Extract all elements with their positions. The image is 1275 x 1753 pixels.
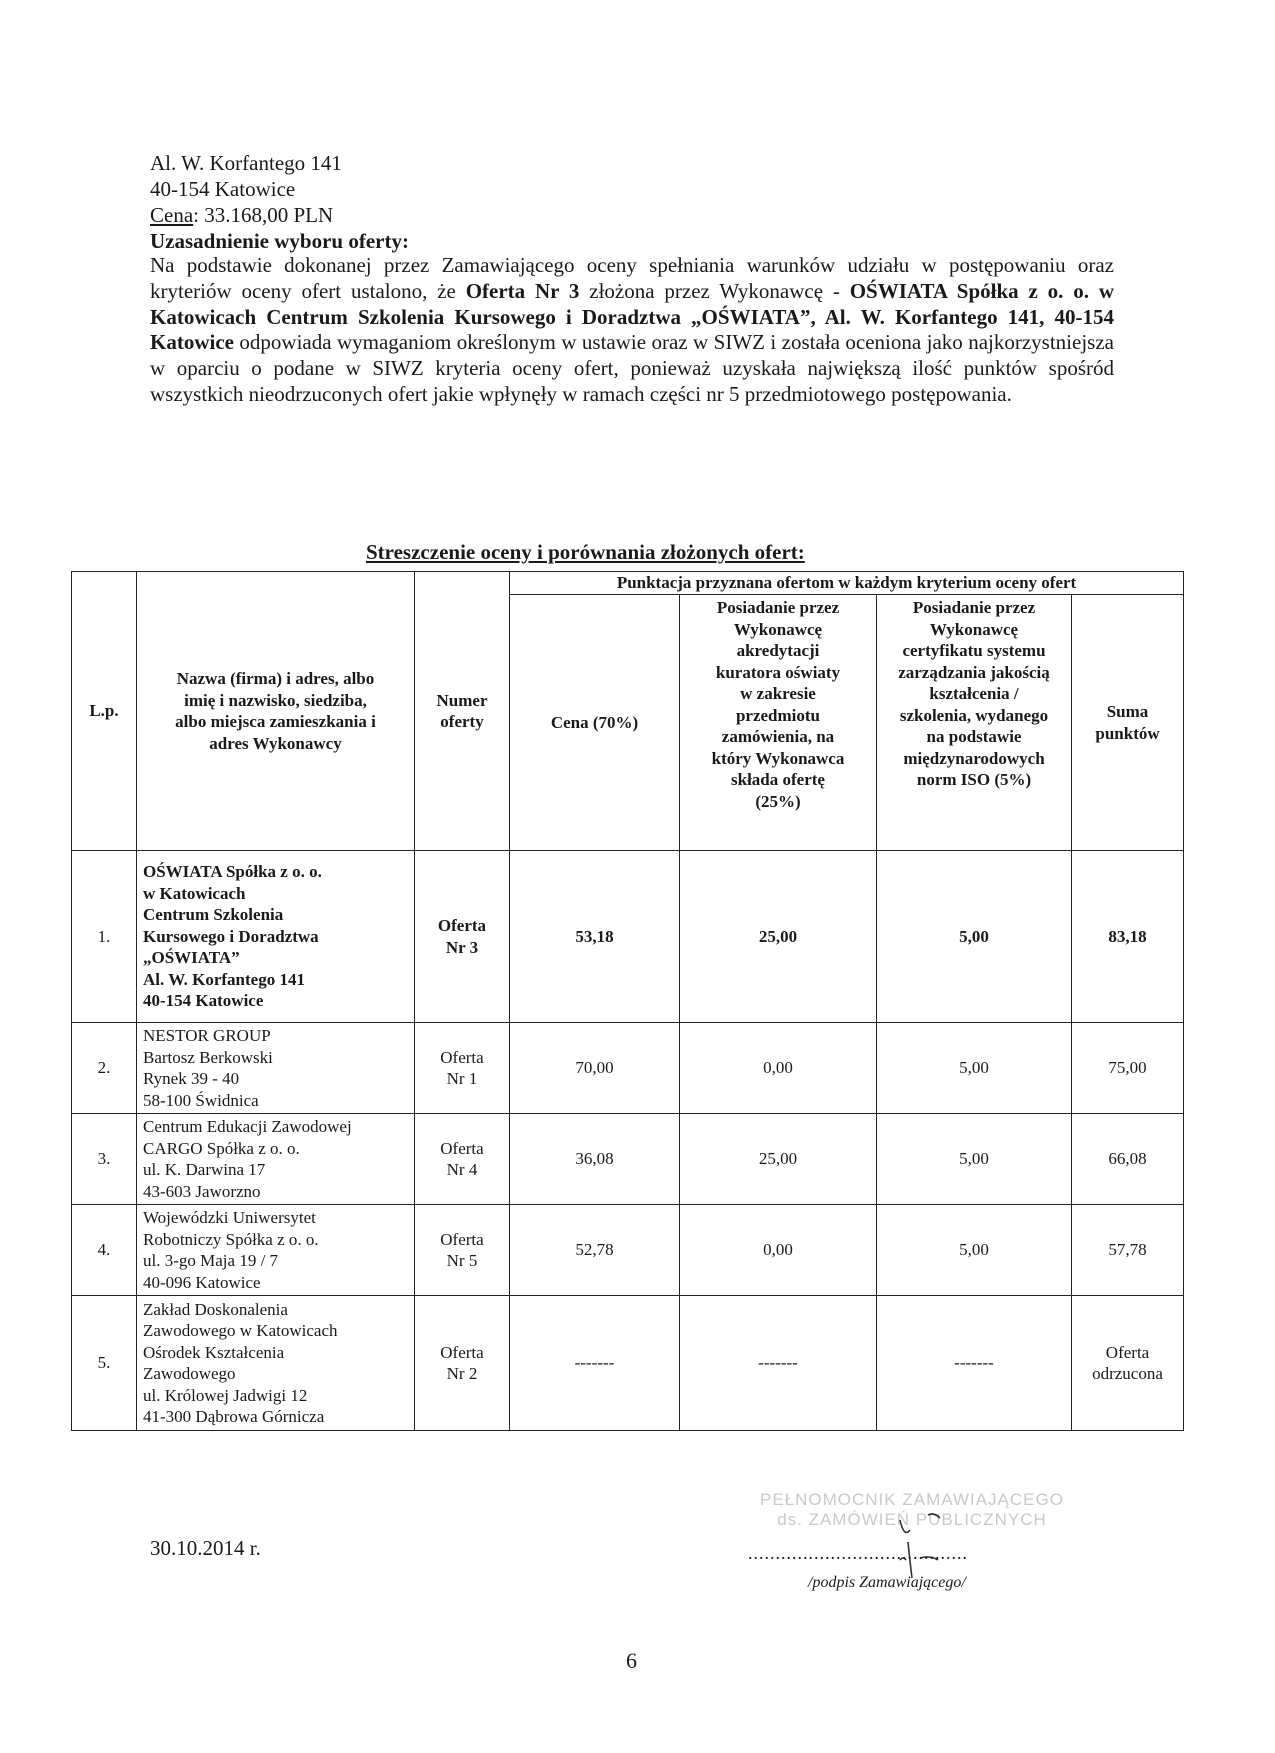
document-date: 30.10.2014 r.	[150, 1536, 261, 1560]
name-line: Al. W. Korfantego 141	[143, 969, 305, 989]
row-price: 70,00	[510, 1023, 680, 1114]
name-line: „OŚWIATA”	[143, 948, 240, 968]
row-iso: 5,00	[877, 1023, 1072, 1114]
address-city: 40-154 Katowice	[150, 177, 296, 201]
name-line: Ośrodek Kształcenia	[143, 1342, 285, 1362]
header-lp: L.p.	[72, 572, 137, 851]
justification-text-3: odpowiada wymaganiom określonym w ustawie oraz w SIWZ i została oceniona jako najkorzystniejsza w oparciu o podane w SIWZ kryteria oceny ofert, ponieważ uzyskała największą ilość punktów spośród wszystkich nieodrzuconych ofert jakie wpłynęły w ramach części nr 5 przedmiotowego postępowania.	[150, 330, 1114, 406]
row-name	[137, 1205, 415, 1296]
row-price: -------	[510, 1296, 680, 1431]
name-line: 43-603 Jaworzno	[143, 1181, 261, 1201]
name-line: OŚWIATA Spółka z o. o.	[143, 862, 322, 882]
name-line: ul. K. Darwina 17	[143, 1160, 266, 1179]
row-iso: 5,00	[877, 851, 1072, 1023]
name-line: Wojewódzki Uniwersytet	[143, 1208, 316, 1227]
row-offer: Oferta Nr 5	[415, 1205, 510, 1296]
name-line: ul. Królowej Jadwigi 12	[143, 1385, 308, 1405]
name-line: CARGO Spółka z o. o.	[143, 1138, 300, 1158]
price-label: Cena	[150, 203, 194, 227]
table-row	[72, 1205, 1184, 1296]
row-accreditation: -------	[680, 1296, 877, 1431]
row-offer: Oferta Nr 2	[415, 1296, 510, 1431]
row-price: 36,08	[510, 1114, 680, 1205]
name-line: 58-100 Świdnica	[143, 1090, 259, 1110]
name-line: Zawodowego w Katowicach	[143, 1321, 338, 1340]
justification-heading: Uzasadnienie wyboru oferty:	[150, 229, 409, 253]
price-value: : 33.168,00 PLN	[193, 203, 334, 227]
signature-line: ........................................	[748, 1543, 968, 1563]
row-lp: 4.	[72, 1205, 137, 1296]
stamp-line: ds. ZAMÓWIEŃ PUBLICZNYCH	[777, 1510, 1047, 1529]
justification-text-1: Na podstawie dokonanej przez Zamawiającego oceny spełniania warunków udziału w postępowaniu oraz kryteriów oceny ofert ustalono, że	[150, 253, 1114, 303]
row-price: 52,78	[510, 1205, 680, 1296]
name-line: NESTOR GROUP	[143, 1026, 271, 1045]
name-line: ul. 3-go Maja 19 / 7	[143, 1251, 279, 1270]
header-offer: Numer oferty	[415, 572, 510, 851]
row-iso: -------	[877, 1296, 1072, 1431]
row-sum: 57,78	[1072, 1205, 1184, 1296]
row-lp: 5.	[72, 1296, 137, 1431]
name-line: 40-154 Katowice	[143, 991, 264, 1011]
header-accreditation: Posiadanie przez Wykonawcę akredytacji kuratora oświaty w zakresie przedmiotu zamówienia, na który Wykonawca składa ofertę (25%)	[680, 595, 877, 851]
name-line: Robotniczy Spółka z o. o.	[143, 1229, 319, 1249]
header-sum: Suma punktów	[1072, 595, 1184, 851]
name-line: w Katowicach	[143, 883, 246, 903]
name-line: Zawodowego	[143, 1364, 236, 1383]
row-name	[137, 851, 415, 1023]
row-iso: 5,00	[877, 1205, 1072, 1296]
row-accreditation: 25,00	[680, 851, 877, 1023]
row-name	[137, 1023, 415, 1114]
summary-title: Streszczenie oceny i porównania złożonych ofert:	[366, 540, 805, 564]
row-name	[137, 1296, 415, 1431]
row-offer: Oferta Nr 4	[415, 1114, 510, 1205]
header-name: Nazwa (firma) i adres, albo imię i nazwisko, siedziba, albo miejsca zamieszkania i adres Wykonawcy	[137, 572, 415, 851]
row-accreditation: 0,00	[680, 1023, 877, 1114]
justification-text-2: złożona przez Wykonawcę -	[579, 278, 850, 303]
row-sum: 75,00	[1072, 1023, 1184, 1114]
address-street: Al. W. Korfantego 141	[150, 151, 342, 175]
name-line: 40-096 Katowice	[143, 1272, 261, 1292]
justification-paragraph	[150, 253, 1114, 408]
justification-contractor: OŚWIATA Spółka z o. o. w Katowicach Centrum Szkolenia Kursowego i Doradztwa „OŚWIATA”, Al. W. Korfantego 141, 40-154 Katowice	[150, 278, 1114, 355]
row-lp: 2.	[72, 1023, 137, 1114]
justification-offer: Oferta Nr 3	[465, 278, 580, 303]
row-accreditation: 0,00	[680, 1205, 877, 1296]
name-line: Kursowego i Doradztwa	[143, 926, 319, 946]
table-row	[72, 1296, 1184, 1431]
row-sum: 83,18	[1072, 851, 1184, 1023]
row-iso: 5,00	[877, 1114, 1072, 1205]
table-row	[72, 851, 1184, 1023]
signature-caption: /podpis Zamawiającego/	[808, 1574, 966, 1591]
header-iso: Posiadanie przez Wykonawcę certyfikatu systemu zarządzania jakością kształcenia / szkolenia, wydanego na podstawie międzynarodowych norm ISO (5%)	[877, 595, 1072, 851]
row-lp: 3.	[72, 1114, 137, 1205]
header-group: Punktacja przyznana ofertom w każdym kryterium oceny ofert	[510, 572, 1184, 595]
page-number: 6	[626, 1648, 637, 1673]
row-offer: Oferta Nr 1	[415, 1023, 510, 1114]
header-row-1	[72, 572, 1184, 595]
name-line: Bartosz Berkowski	[143, 1047, 273, 1067]
table-row	[72, 1114, 1184, 1205]
row-accreditation: 25,00	[680, 1114, 877, 1205]
row-price: 53,18	[510, 851, 680, 1023]
name-line: Rynek 39 - 40	[143, 1069, 240, 1088]
price-line	[150, 202, 333, 228]
row-offer: Oferta Nr 3	[415, 851, 510, 1023]
name-line: Centrum Szkolenia	[143, 905, 284, 925]
row-name	[137, 1114, 415, 1205]
stamp-line: PEŁNOMOCNIK ZAMAWIAJĄCEGO	[760, 1490, 1064, 1509]
name-line: 41-300 Dąbrowa Górnicza	[143, 1407, 325, 1426]
row-lp: 1.	[72, 851, 137, 1023]
name-line: Zakład Doskonalenia	[143, 1299, 288, 1319]
header-price: Cena (70%)	[510, 595, 680, 851]
offers-table	[71, 571, 1184, 1431]
name-line: Centrum Edukacji Zawodowej	[143, 1117, 352, 1136]
row-sum: 66,08	[1072, 1114, 1184, 1205]
table-row	[72, 1023, 1184, 1114]
row-sum: Oferta odrzucona	[1072, 1296, 1184, 1431]
